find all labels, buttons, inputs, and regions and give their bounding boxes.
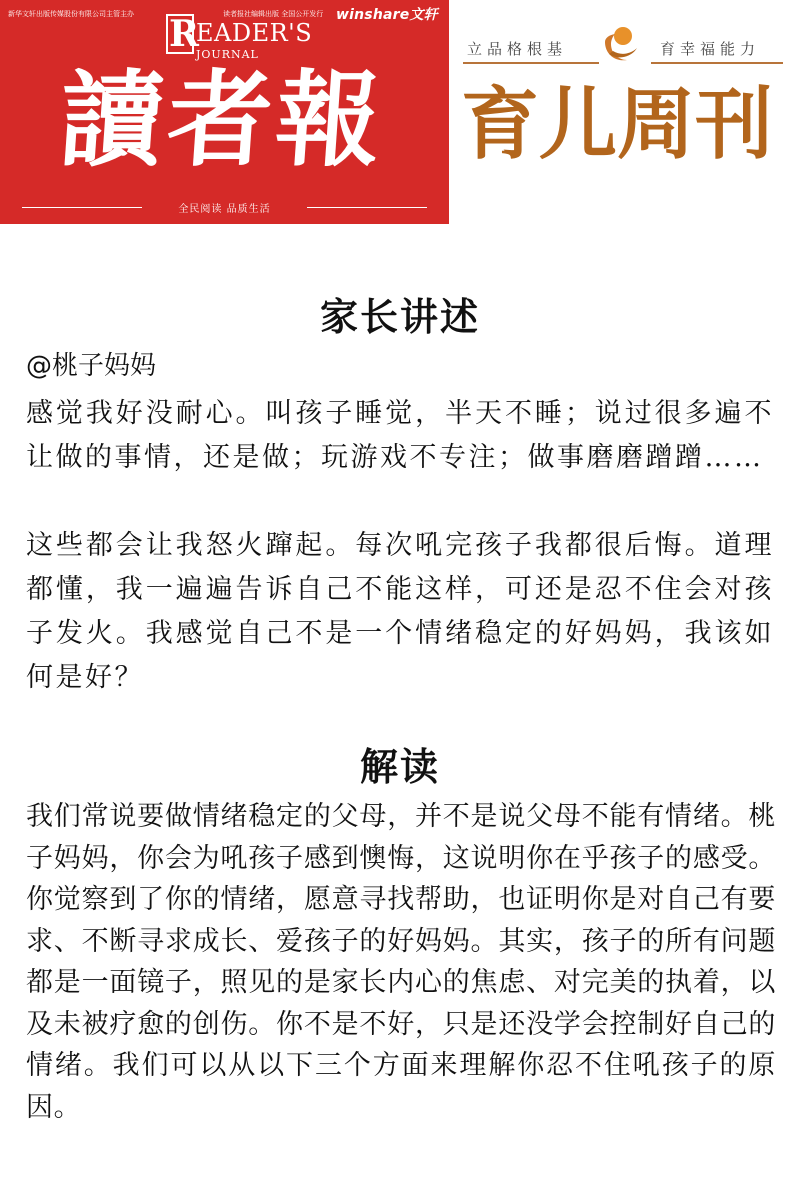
author-handle: @桃子妈妈 xyxy=(26,351,157,381)
publisher-left-text: 新华文轩出版传媒股份有限公司主管主办 xyxy=(8,10,134,18)
banner-publisher-line xyxy=(8,6,441,23)
sun-swirl-logo-icon xyxy=(599,20,643,64)
slogan-divider-right xyxy=(307,207,427,208)
weekly-rule-left xyxy=(463,62,599,64)
readers-journal-english-name: EADER'S xyxy=(196,19,313,47)
logo-letter: R xyxy=(169,13,199,55)
parent-section-title: 家长讲述 xyxy=(319,294,480,339)
weekly-rule-right xyxy=(651,62,783,64)
readers-journal-chinese-title: 讀者報 xyxy=(55,58,389,181)
reading-paragraph: 我们常说要做情绪稳定的父母，并不是说父母不能有情绪。桃子妈妈，你会为吼孩子感到懊悔，这说明你在乎孩子的感受。你觉察到了你的情绪，愿意寻找帮助，也证明你是对自己有要求、不断寻求成长、爱孩子的好妈妈。其实，孩子的所有问题都是一面镜子，照见的是家长内心的焦虑、对完美的执着，以及未被疗愈的创伤。你不是不好，只是还没学会控制好自己的情绪。我们可以从以下三个方面来理解你忍不住吼孩子的原因。 xyxy=(26,801,776,1123)
readers-journal-slogan: 全民阅读 品质生活 xyxy=(178,204,271,215)
parenting-weekly-banner xyxy=(449,0,800,224)
readers-journal-slogan-row xyxy=(22,200,427,214)
parenting-weekly-title: 育儿周刊 xyxy=(461,80,774,170)
parent-paragraph: 感觉我好没耐心。叫孩子睡觉，半天不睡；说过很多遍不让做的事情，还是做；玩游戏不专注；做事磨磨蹭蹭…… xyxy=(26,398,774,473)
parent-paragraph: 这些都会让我怒火蹿起。每次吼完孩子我都很后悔。道理都懂，我一遍遍告诉自己不能这样，可还是忍不住会对孩子发火。我感觉自己不是一个情绪稳定的好妈妈，我该如何是好？ xyxy=(26,530,774,693)
readers-journal-r-logo xyxy=(166,13,199,55)
readers-journal-english-subname: JOURNAL xyxy=(196,48,259,61)
weekly-slogan-left: 立品格根基 xyxy=(467,40,568,58)
reading-section-title: 解读 xyxy=(359,744,440,789)
readers-journal-banner xyxy=(0,0,449,224)
winshare-logo: winshare文轩 xyxy=(336,7,438,23)
weekly-slogan-right: 育幸福能力 xyxy=(660,40,761,58)
publisher-mid-text: 读者报社编辑出版 全国公开发行 xyxy=(223,10,324,18)
